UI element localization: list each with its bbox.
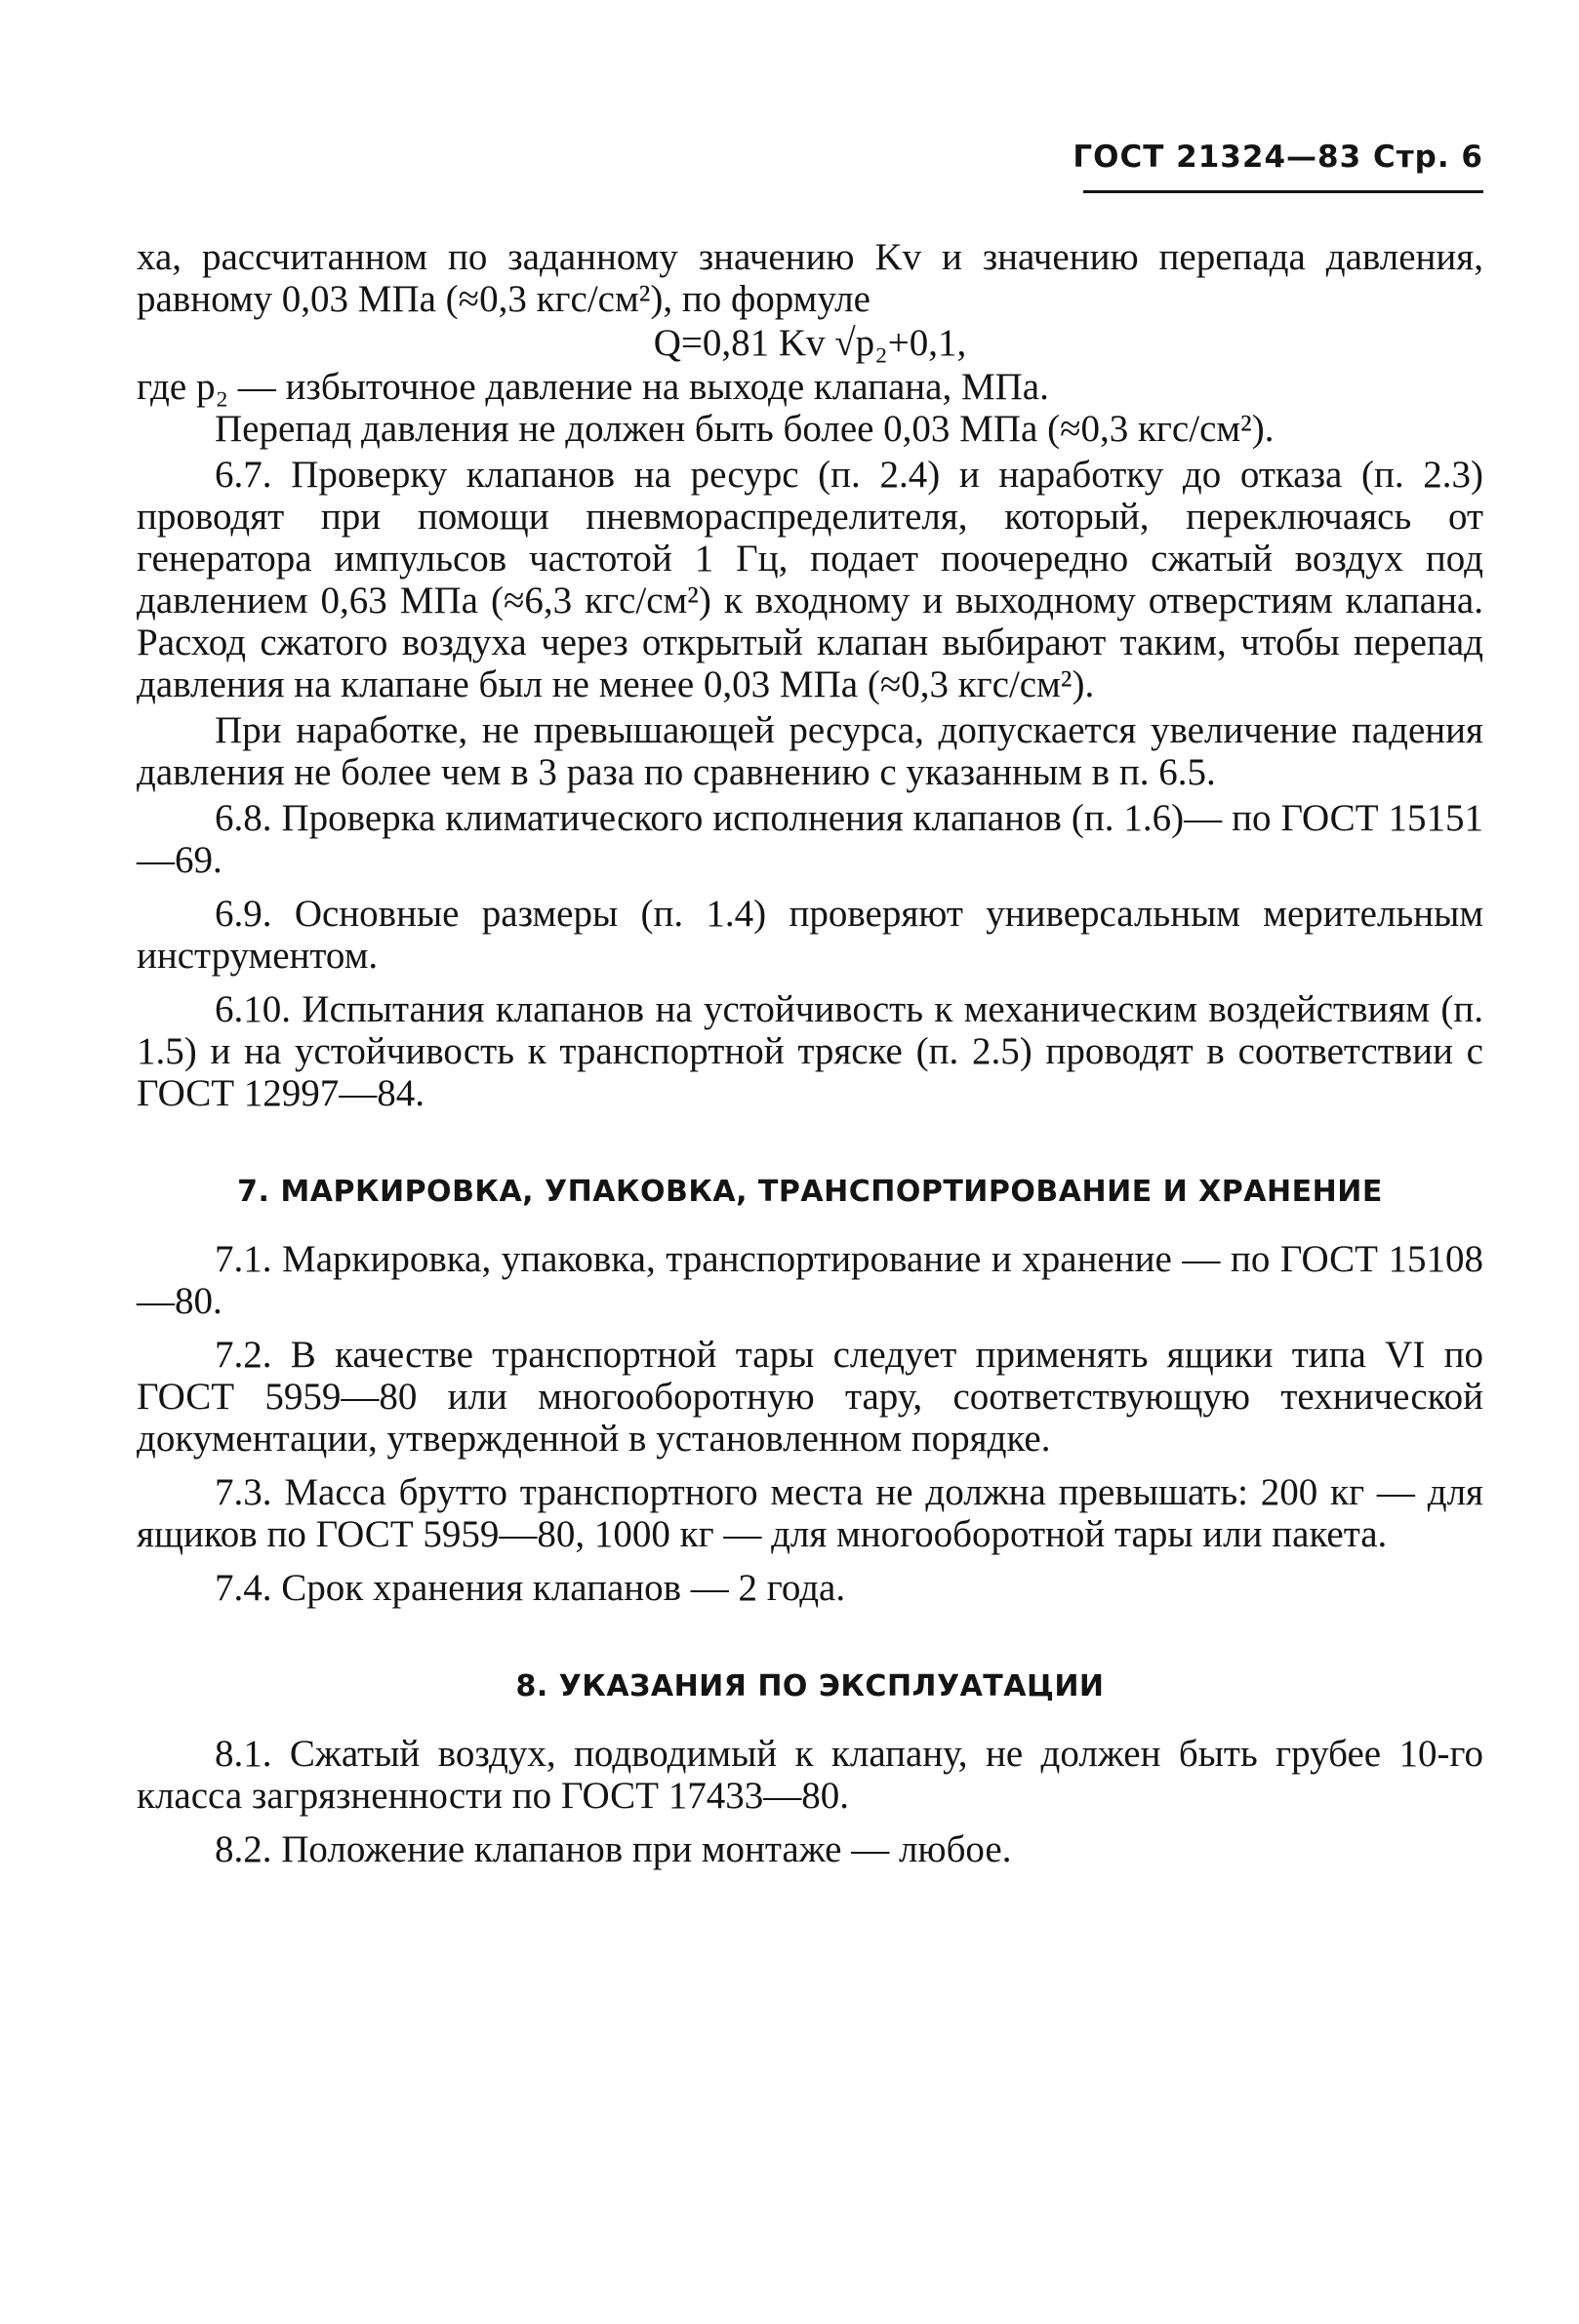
running-header: ГОСТ 21324—83 Стр. 6	[1073, 140, 1483, 175]
paragraph-6-9: 6.9. Основные размеры (п. 1.4) проверяют универсальным мерительным инструментом.	[137, 893, 1483, 977]
paragraph-formula-intro: ха, рассчитанном по заданному значению Kv и значению перепада давления, равному 0,03 МПа (≈0,3 кгс/см²), по формуле	[137, 236, 1483, 320]
section-8-heading: 8. УКАЗАНИЯ ПО ЭКСПЛУАТАЦИИ	[515, 1669, 1105, 1703]
paragraph-8-1: 8.1. Сжатый воздух, подводимый к клапану, не должен быть грубее 10-го класса загрязненности по ГОСТ 17433—80.	[137, 1733, 1483, 1817]
header-rule	[1083, 190, 1483, 193]
paragraph-7-4: 7.4. Срок хранения клапанов — 2 года.	[215, 1567, 846, 1609]
paragraph-7-2: 7.2. В качестве транспортной тары следует применять ящики типа VI по ГОСТ 5959—80 или многооборотную тару, соответствующую технической документации, утвержденной в установленном порядке.	[137, 1334, 1483, 1460]
paragraph-6-7-b: При наработке, не превышающей ресурса, допускается увеличение падения давления не более чем в 3 раза по сравнению с указанным в п. 6.5.	[137, 709, 1483, 793]
paragraph-8-2: 8.2. Положение клапанов при монтаже — любое.	[215, 1828, 1012, 1870]
paragraph-6-8: 6.8. Проверка климатического исполнения клапанов (п. 1.6)— по ГОСТ 15151—69.	[137, 797, 1483, 881]
paragraph-formula-legend: где p₂ — избыточное давление на выходе клапана, МПа.	[137, 366, 1049, 408]
document-body	[137, 236, 1483, 1870]
paragraph-6-10: 6.10. Испытания клапанов на устойчивость к механическим воздействиям (п. 1.5) и на устойчивость к транспортной тряске (п. 2.5) проводят в соответствии с ГОСТ 12997—84.	[137, 988, 1483, 1114]
section-7-heading: 7. МАРКИРОВКА, УПАКОВКА, ТРАНСПОРТИРОВАНИЕ И ХРАНЕНИЕ	[237, 1175, 1383, 1209]
paragraph-7-3: 7.3. Масса брутто транспортного места не должна превышать: 200 кг — для ящиков по ГОСТ 5959—80, 1000 кг — для многооборотной тары или пакета.	[137, 1471, 1483, 1555]
paragraph-pressure-drop: Перепад давления не должен быть более 0,03 МПа (≈0,3 кгс/см²).	[215, 408, 1275, 450]
formula-flow-rate: Q=0,81 Kv √p₂+0,1,	[653, 322, 967, 364]
paragraph-6-7: 6.7. Проверку клапанов на ресурс (п. 2.4) и наработку до отказа (п. 2.3) проводят при помощи пневмораспределителя, который, переключаясь от генератора импульсов частотой 1 Гц, подает поочередно сжатый воздух под давлением 0,63 МПа (≈6,3 кгс/см²) к входному и выходному отверстиям клапана. Расход сжатого воздуха через открытый клапан выбирают таким, чтобы перепад давления на клапане был не менее 0,03 МПа (≈0,3 кгс/см²).	[137, 454, 1483, 705]
paragraph-7-1: 7.1. Маркировка, упаковка, транспортирование и хранение — по ГОСТ 15108—80.	[137, 1238, 1483, 1322]
